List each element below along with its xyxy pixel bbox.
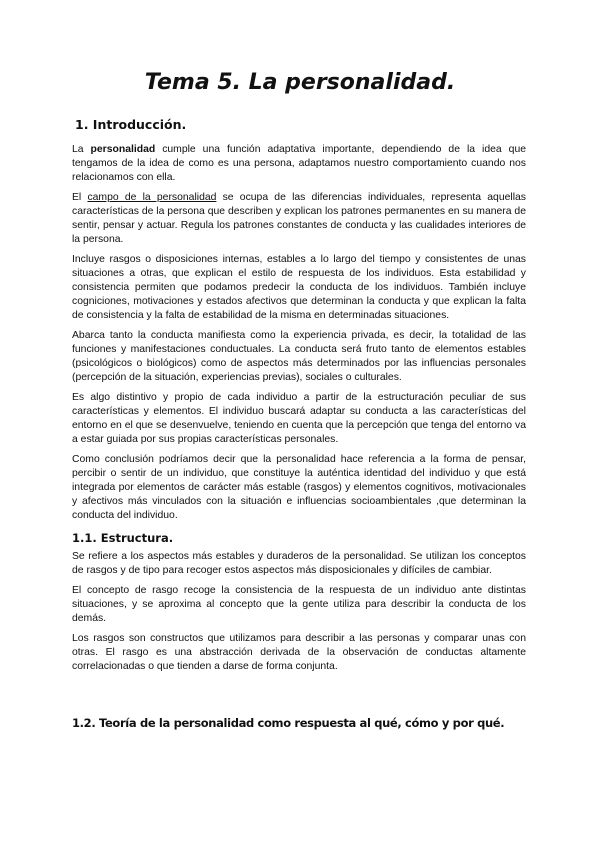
paragraph-estructura-2: El concepto de rasgo recoge la consistencia de la respuesta de un individuo ante distintas situaciones, y se aproxima al concepto que la gente utiliza para describir la conducta de los demás.	[72, 585, 526, 624]
subsection-heading-estructura: 1.1. Estructura.	[72, 531, 174, 545]
paragraph-intro-6: Como conclusión podríamos decir que la personalidad hace referencia a la forma de pensar, percibir o sentir de un individuo, que constituye la auténtica identidad del individuo y que está integrada por elementos de carácter más estable (rasgos) y elementos cognitivos, motivacionales y afectivos más vinculados con la situación e influencias socioambientales ,que determinan la conducta del individuo.	[72, 454, 526, 521]
text-run: cumple una función adaptativa importante, dependiendo de la idea que tengamos de la idea de como es una persona, adaptamos nuestro comportamiento cuando nos relacionamos con ella.	[72, 144, 526, 183]
paragraph-intro-5: Es algo distintivo y propio de cada individuo a partir de la estructuración peculiar de sus características y elementos. El individuo buscará adaptar su conducta a las características del entorno en el que se desenvuelve, teniendo en cuenta que la percepción que tenga del entorno va a estar guiada por sus propias características personales.	[72, 392, 526, 445]
spacer	[72, 674, 526, 708]
subsection-heading-teoria: 1.2. Teoría de la personalidad como respuesta al qué, cómo y por qué.	[72, 716, 505, 730]
paragraph-intro-3: Incluye rasgos o disposiciones internas, estables a lo largo del tiempo y consistentes de unas situaciones a otras, que explican el estilo de respuesta de los individuos. Esta estabilidad y consistencia permiten que podamos predecir la conducta de los individuos. También incluye cogniciones, motivaciones y estados afectivos que determinan la conducta y que explican la falta de consistencia y la falta de estabilidad de la misma en determinadas situaciones.	[72, 254, 526, 321]
text-run: El	[72, 192, 88, 203]
underlined-term-campo: campo de la personalidad	[87, 192, 217, 203]
section-heading-introduccion: 1. Introducción.	[75, 117, 187, 132]
bold-term-personalidad: personalidad	[90, 144, 156, 155]
page-title: Tema 5. La personalidad.	[144, 70, 456, 95]
document-body	[72, 117, 526, 735]
paragraph-intro-1	[72, 143, 526, 185]
paragraph-estructura-1: Se refiere a los aspectos más estables y duraderos de la personalidad. Se utilizan los conceptos de rasgos y de tipo para recoger estos aspectos más disposicionales y difíciles de cambiar.	[72, 551, 526, 576]
paragraph-intro-2	[72, 191, 526, 247]
paragraph-intro-4: Abarca tanto la conducta manifiesta como la experiencia privada, es decir, la totalidad de las funciones y manifestaciones conductuales. La conducta será fruto tanto de elementos estables (psicológicos o biológicos) como de aspectos más determinados por las influencias personales (percepción de la situación, experiencias previas), sociales o culturales.	[72, 330, 526, 383]
paragraph-estructura-3: Los rasgos son constructos que utilizamos para describir a las personas y comparar unas con otras. El rasgo es una abstracción derivada de la observación de conductas altamente correlacionadas o que tienden a darse de forma conjunta.	[72, 633, 526, 672]
text-run: La	[72, 144, 91, 155]
text-run: se ocupa de las diferencias individuales, representa aquellas características de la persona que describen y explican los patrones permanentes en su manera de sentir, pensar y actuar. Regula los patrones constantes de conducta y las cualidades interiores de la persona.	[72, 192, 526, 245]
